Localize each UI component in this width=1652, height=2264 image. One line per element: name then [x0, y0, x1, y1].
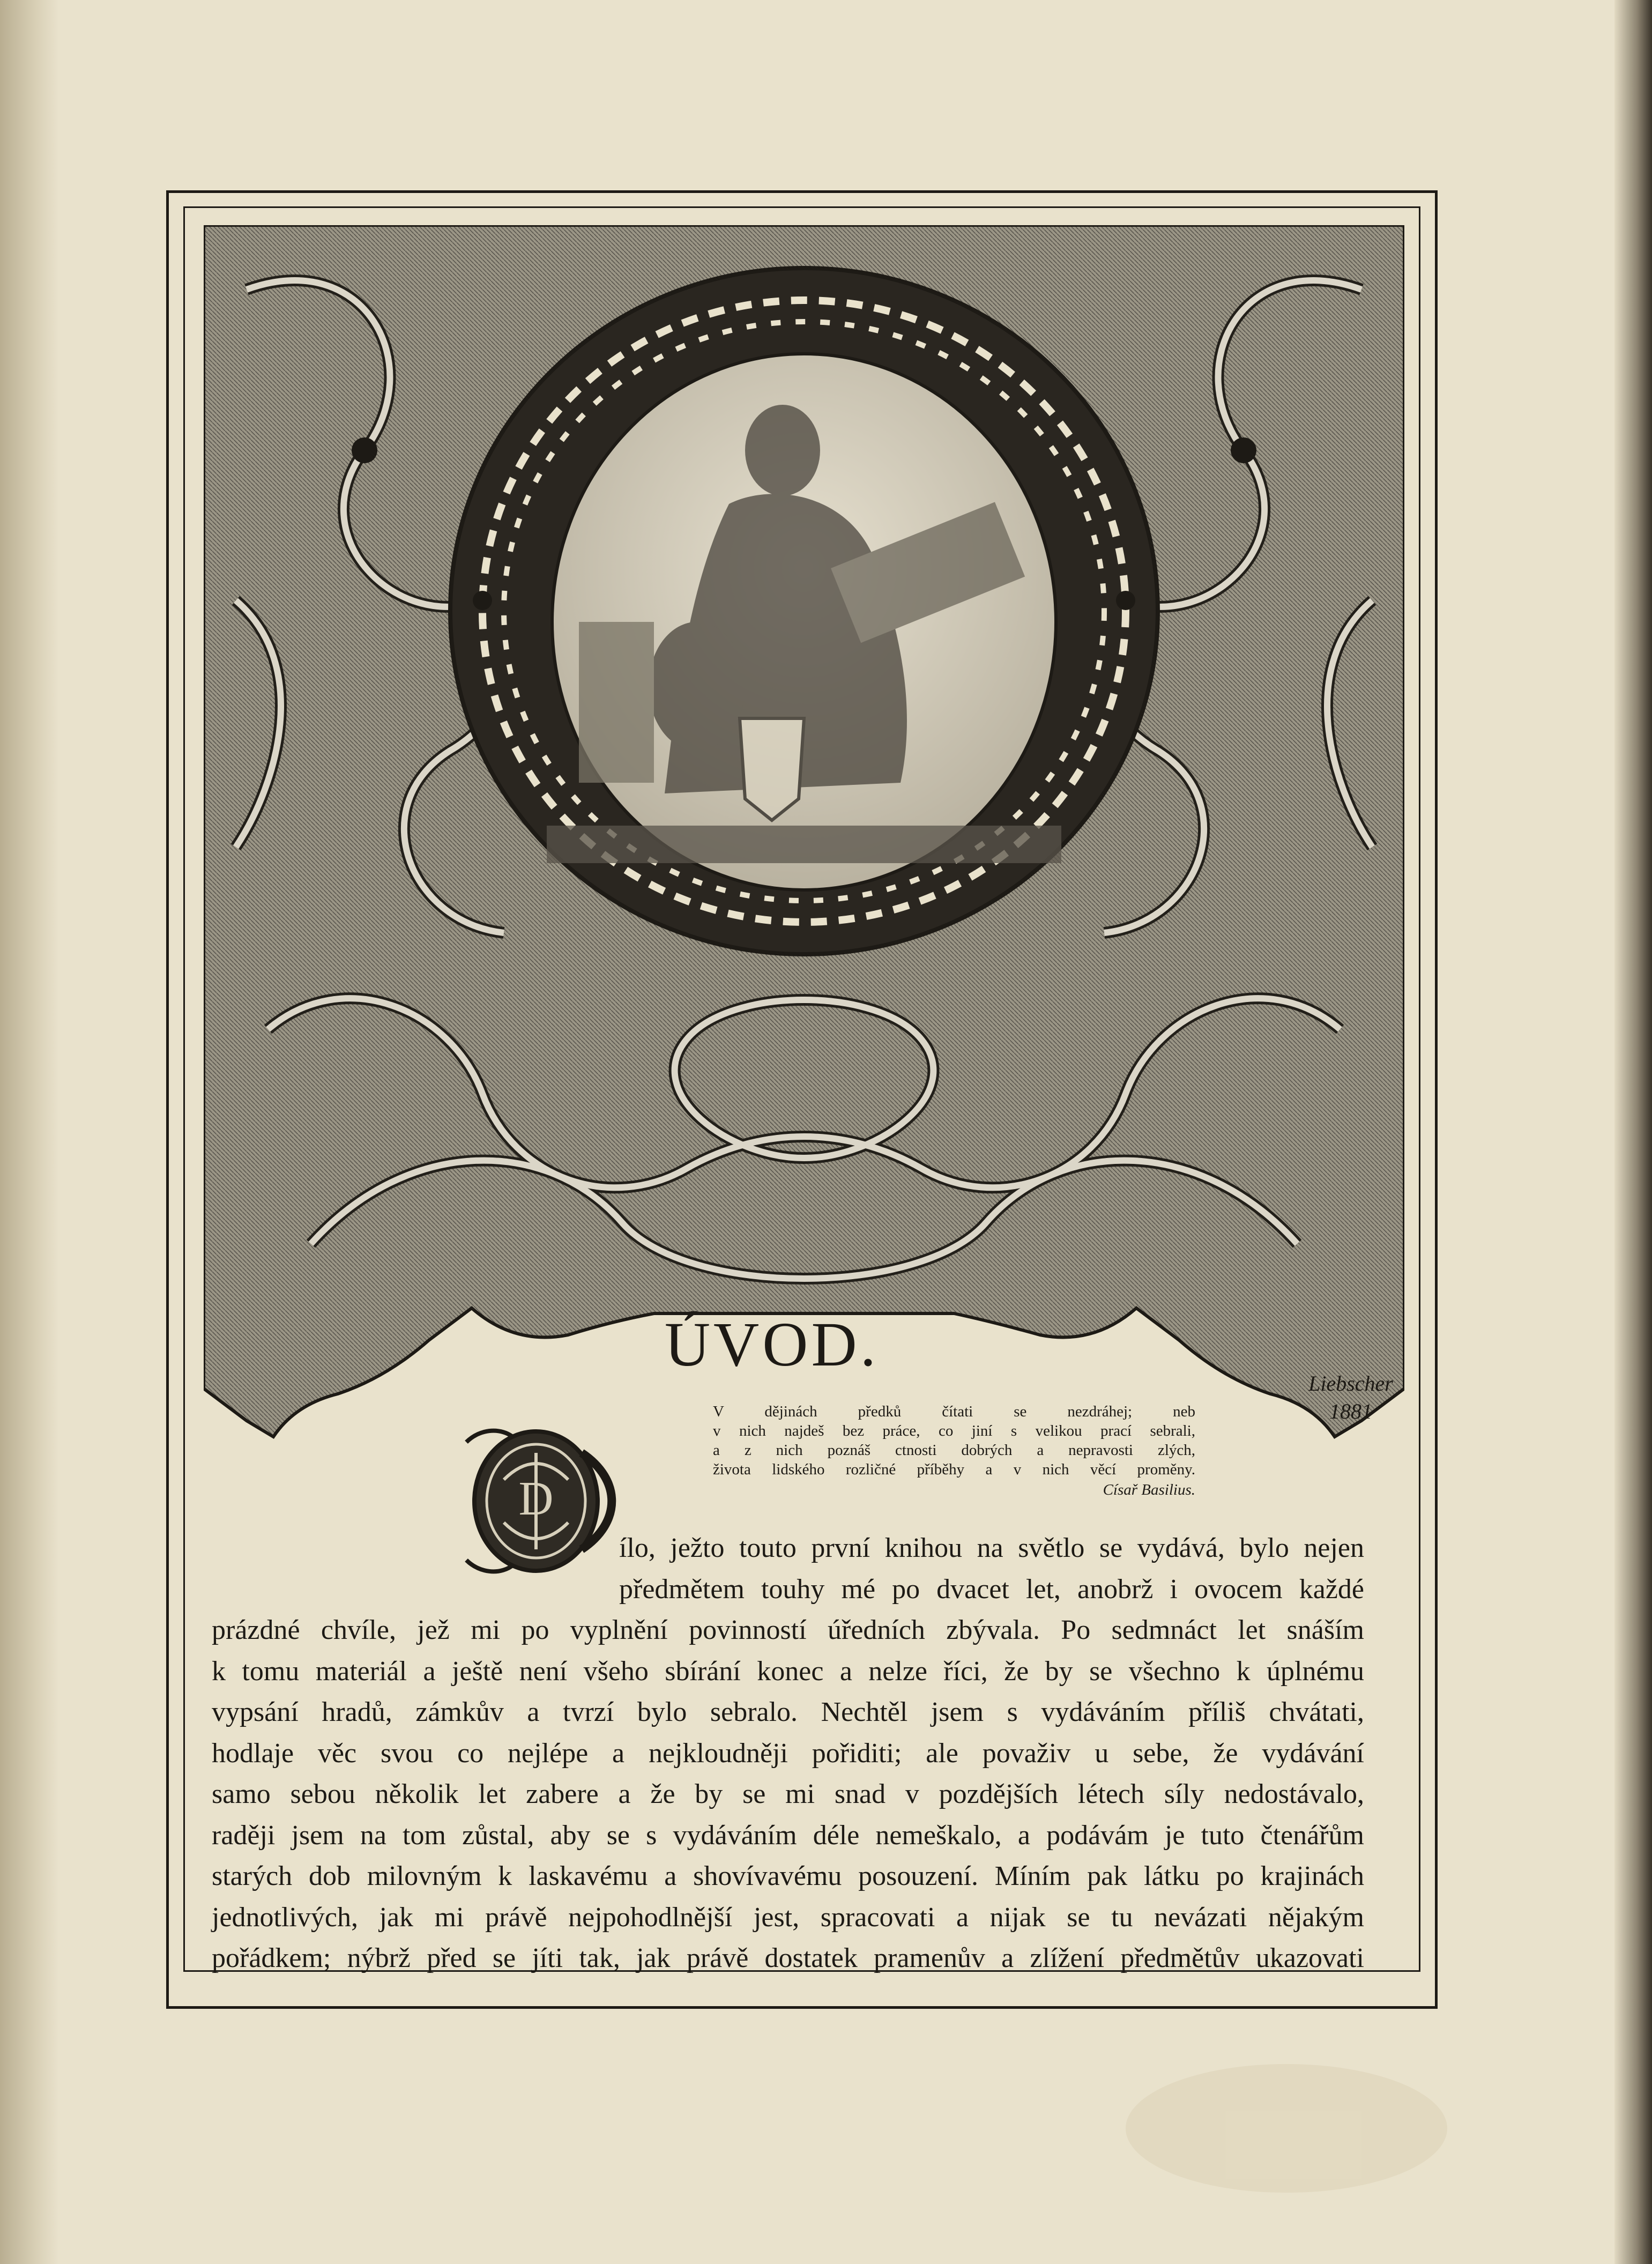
body-line: raději jsem na tom zůstal, aby se s vydáváním déle nemeškalo, a podávám je tuto čtenářům	[212, 1820, 1364, 1851]
epigraph-line: života lidského rozličné příběhy a v nich věcí proměny.	[713, 1461, 1195, 1478]
body-text	[212, 1528, 1364, 1979]
page-edge	[1614, 0, 1652, 2264]
body-line: pořádkem; nýbrž před se jíti tak, jak právě dostatek pramenův a zlížení předmětův ukazovati	[212, 1943, 1364, 1973]
epigraph-attribution: Císař Basilius.	[1103, 1481, 1195, 1498]
paper-stain	[1126, 2064, 1447, 2193]
epigraph	[713, 1402, 1195, 1500]
body-line: prázdné chvíle, jež mi po vyplnění povinností úředních zbývala. Po sedmnáct let snáším	[212, 1615, 1364, 1645]
body-line: jednotlivých, jak mi právě nejpohodlnější jest, spracovati a nijak se tu nevázati nějakým	[212, 1902, 1364, 1933]
body-line: k tomu materiál a ještě není všeho sbírání konec a nelze říci, že by se všechno k úplnému	[212, 1656, 1364, 1687]
epigraph-line: a z nich poznáš ctnosti dobrých a nepravosti zlých,	[713, 1442, 1195, 1459]
page-title: ÚVOD.	[664, 1309, 880, 1379]
body-line: samo sebou několik let zabere a že by se mi snad v pozdějších létech síly nedostávalo,	[212, 1779, 1364, 1809]
artist-signature	[1292, 1370, 1410, 1426]
epigraph-line: V dějinách předků čítati se nezdráhej; neb	[713, 1403, 1195, 1420]
body-line: hodlaje věc svou co nejlépe a nejkloudněji pořiditi; ale považiv u sebe, že vydávání	[212, 1738, 1364, 1769]
body-line: ílo, ježto touto první knihou na světlo se vydává, bylo nejen	[619, 1533, 1364, 1563]
signature-year: 1881	[1329, 1399, 1372, 1423]
signature-name: Liebscher	[1308, 1371, 1393, 1395]
body-line: předmětem touhy mé po dvacet let, anobrž i ovocem každé	[619, 1573, 1364, 1605]
body-line: vypsání hradů, zámkův a tvrzí bylo sebralo. Nechtěl jsem s vydáváním příliš chvátati,	[212, 1697, 1364, 1727]
page-gutter-shadow	[0, 0, 59, 2264]
dropcap-letter: D	[518, 1472, 554, 1525]
epigraph-line: v nich najdeš bez práce, co jiní s velikou prací sebrali,	[713, 1422, 1195, 1439]
body-line: starých dob milovným k laskavému a shovívavému posouzení. Míním pak látku po krajinách	[212, 1861, 1364, 1891]
